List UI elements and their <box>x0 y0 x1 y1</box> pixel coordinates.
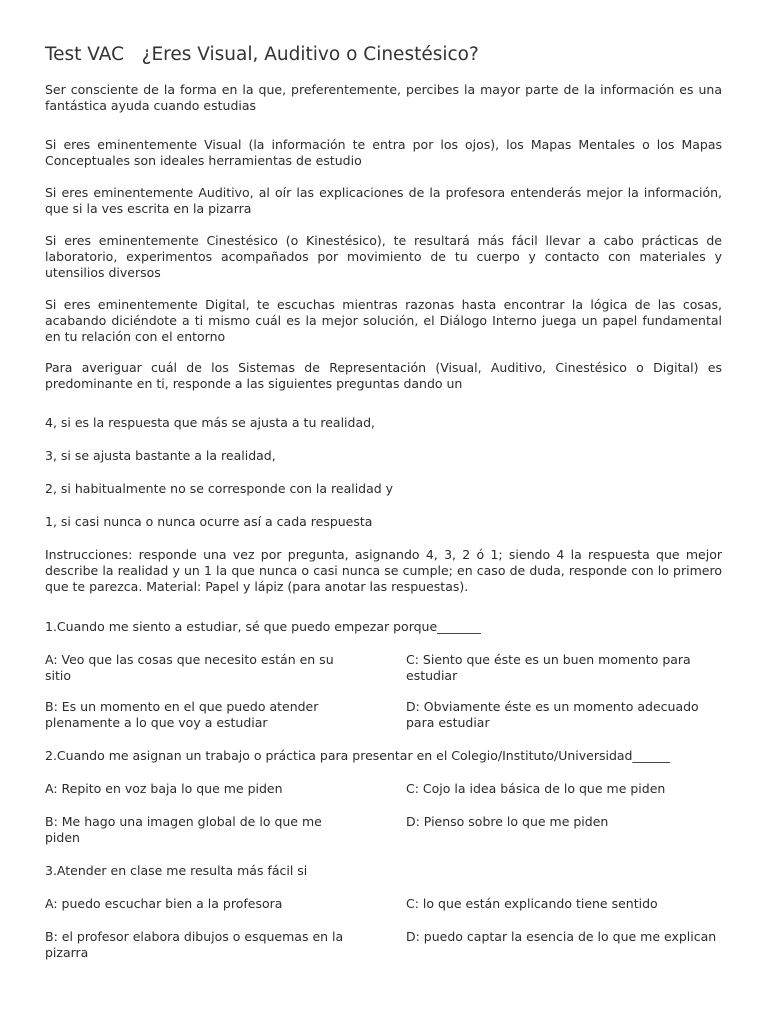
question-1-option-a: A: Veo que las cosas que necesito están en su sitio <box>45 652 334 683</box>
question-3-option-c: C: lo que están explicando tiene sentido <box>406 896 658 911</box>
question-2: 2.Cuando me asignan un trabajo o práctica para presentar en el Colegio/Instituto/Universidad______ <box>45 748 670 763</box>
averiguar-paragraph: Para averiguar cuál de los Sistemas de Representación (Visual, Auditivo, Cinestésico o Digital) es predominante en ti, responde a las siguientes preguntas dando un <box>45 360 722 391</box>
question-2-option-c: C: Cojo la idea básica de lo que me piden <box>406 781 666 796</box>
question-2-option-a: A: Repito en voz baja lo que me piden <box>45 781 283 796</box>
question-3-option-d: D: puedo captar la esencia de lo que me explican <box>406 929 717 944</box>
scale-item-2: 2, si habitualmente no se corresponde con la realidad y <box>45 481 394 496</box>
document-title: Test VAC ¿Eres Visual, Auditivo o Cinestésico? <box>45 44 479 65</box>
scale-item-3: 3, si se ajusta bastante a la realidad, <box>45 448 276 463</box>
intro-paragraph: Ser consciente de la forma en la que, preferentemente, percibes la mayor parte de la información es una fantástica ayuda cuando estudias <box>45 82 722 113</box>
question-1: 1.Cuando me siento a estudiar, sé que puedo empezar porque_______ <box>45 619 481 634</box>
scale-item-4: 4, si es la respuesta que más se ajusta a tu realidad, <box>45 415 376 430</box>
question-1-option-d: D: Obviamente éste es un momento adecuado para estudiar <box>406 699 699 730</box>
scale-item-1: 1, si casi nunca o nunca ocurre así a cada respuesta <box>45 514 373 529</box>
question-3-option-b: B: el profesor elabora dibujos o esquemas en la pizarra <box>45 929 344 960</box>
question-1-option-c: C: Siento que éste es un buen momento para estudiar <box>406 652 691 683</box>
instructions-paragraph: Instrucciones: responde una vez por pregunta, asignando 4, 3, 2 ó 1; siendo 4 la respuesta que mejor describe la realidad y un 1 la que nunca o casi nunca se cumple; en caso de duda, responde con lo primero que te parezca. Material: Papel y lápiz (para anotar las respuestas). <box>45 547 722 594</box>
auditivo-paragraph: Si eres eminentemente Auditivo, al oír las explicaciones de la profesora entenderás mejor la información, que si la ves escrita en la pizarra <box>45 185 722 216</box>
question-2-option-d: D: Pienso sobre lo que me piden <box>406 814 609 829</box>
question-2-option-b: B: Me hago una imagen global de lo que me piden <box>45 814 322 845</box>
question-3: 3.Atender en clase me resulta más fácil si <box>45 863 308 878</box>
cinestesico-paragraph: Si eres eminentemente Cinestésico (o Kinestésico), te resultará más fácil llevar a cabo prácticas de laboratorio, experimentos acompañados por movimiento de tu cuerpo y contacto con materiales y utensilios diversos <box>45 233 722 280</box>
question-1-option-b: B: Es un momento en el que puedo atender plenamente a lo que voy a estudiar <box>45 699 319 730</box>
digital-paragraph: Si eres eminentemente Digital, te escuchas mientras razonas hasta encontrar la lógica de las cosas, acabando diciéndote a ti mismo cuál es la mejor solución, el Diálogo Interno juega un papel fundamental en tu relación con el entorno <box>45 297 722 344</box>
question-3-option-a: A: puedo escuchar bien a la profesora <box>45 896 283 911</box>
visual-paragraph: Si eres eminentemente Visual (la información te entra por los ojos), los Mapas Mentales o los Mapas Conceptuales son ideales herramientas de estudio <box>45 137 722 168</box>
